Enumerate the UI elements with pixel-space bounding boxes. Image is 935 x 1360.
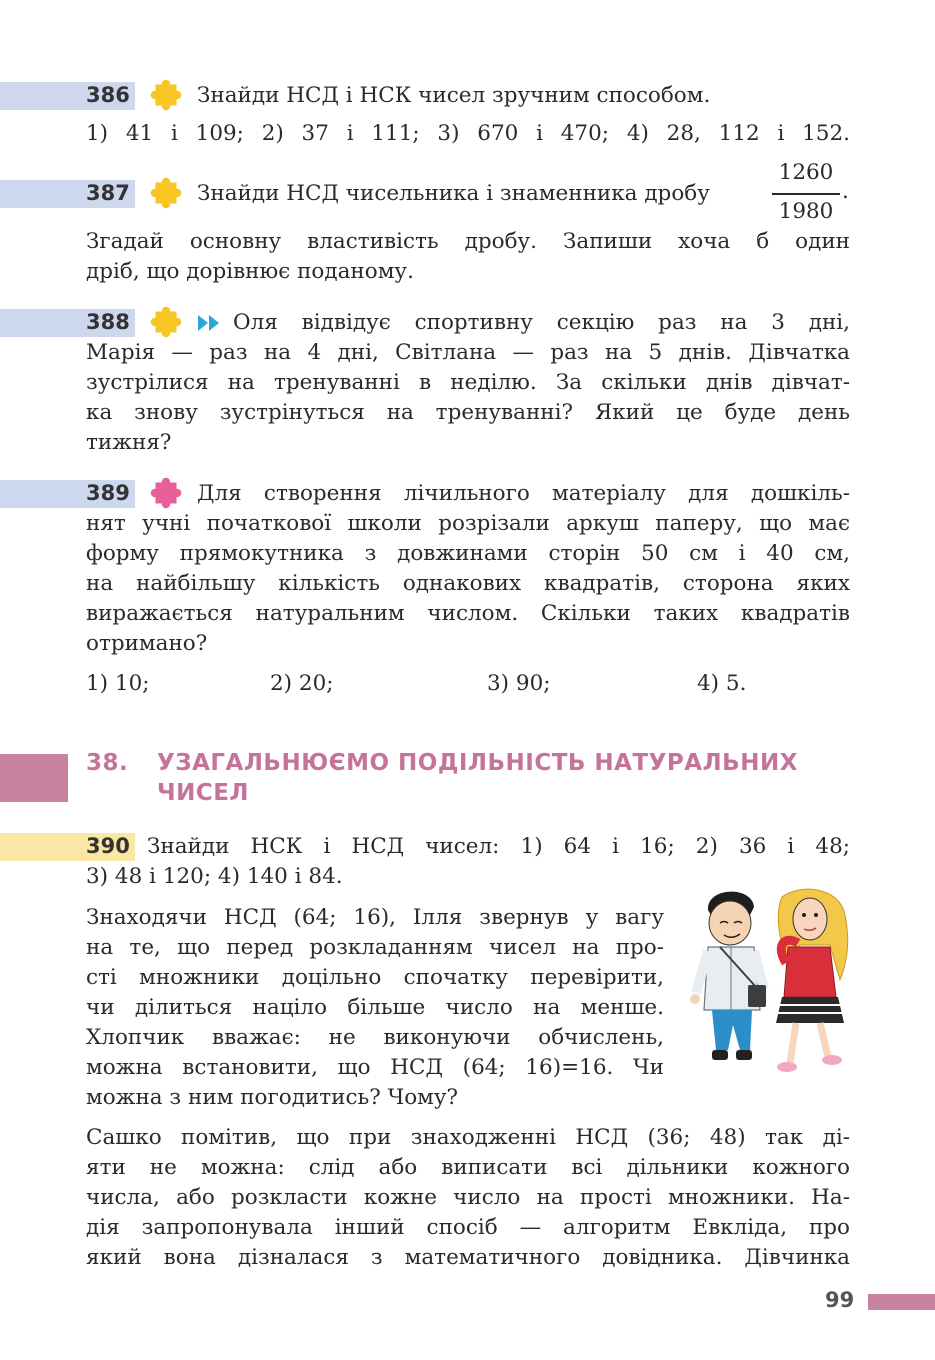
task-text: Знайди НСД чисельника і знаменника дробу bbox=[197, 181, 710, 206]
body-text: можна з ним погодитись? Чому? bbox=[86, 1085, 459, 1110]
body-text: Знаходячи НСД (64; 16), Ілля звернув у вагу bbox=[86, 905, 664, 930]
answer-option: 2) 20; bbox=[270, 671, 334, 696]
fraction-denominator: 1980 bbox=[778, 199, 834, 224]
body-text: яти не можна: слід або виписати всі дільники кожного bbox=[86, 1155, 850, 1180]
task-text: Для створення лічильного матеріалу для дошкіль- bbox=[197, 481, 850, 506]
task-text: тижня? bbox=[86, 430, 172, 455]
task-text: нят учні початкової школи розрізали аркуш паперу, що має bbox=[86, 511, 850, 536]
task-text: виражається натуральним числом. Скільки таких квадратів bbox=[86, 601, 850, 626]
body-text: Хлопчик вважає: не виконуючи обчислень, bbox=[86, 1025, 664, 1050]
task-number: 387 bbox=[86, 181, 130, 205]
task-text: ка знову зустрінуться на тренуванні? Який це буде день bbox=[86, 400, 850, 425]
fraction-line bbox=[772, 193, 840, 195]
task-text: зустрілися на тренуванні в неділю. За скільки днів дівчат- bbox=[86, 370, 850, 395]
task-text: Знайди НСД і НСК чисел зручним способом. bbox=[197, 83, 711, 108]
task-text: дріб, що дорівнює поданому. bbox=[86, 259, 414, 284]
section-marker bbox=[0, 754, 68, 802]
task-text: Знайди НСК і НСД чисел: 1) 64 і 16; 2) 36 і 48; bbox=[147, 834, 850, 859]
task-text: Згадай основну властивість дробу. Запиши хоча б один bbox=[86, 229, 850, 254]
puzzle-icon bbox=[146, 173, 186, 213]
body-text: який вона дізналася з математичного довідника. Дівчинка bbox=[86, 1245, 850, 1270]
answer-option: 3) 90; bbox=[487, 671, 551, 696]
task-text: 3) 48 і 120; 4) 140 і 84. bbox=[86, 864, 343, 889]
body-text: Сашко помітив, що при знаходженні НСД (36; 48) так ді- bbox=[86, 1125, 850, 1150]
puzzle-icon bbox=[146, 302, 186, 342]
body-text: дія запропонувала інший спосіб — алгоритм Евкліда, про bbox=[86, 1215, 850, 1240]
body-text: числа, або розкласти кожне число на прості множники. На- bbox=[86, 1185, 850, 1210]
body-text: сті множники доцільно спочатку перевірити, bbox=[86, 965, 664, 990]
puzzle-icon bbox=[146, 473, 186, 513]
task-text: отримано? bbox=[86, 631, 208, 656]
page-number-bar bbox=[868, 1294, 935, 1310]
children-illustration bbox=[690, 885, 860, 1075]
body-text: на те, що перед розкладанням чисел на про- bbox=[86, 935, 664, 960]
fraction-period: . bbox=[842, 179, 849, 204]
task-number: 389 bbox=[86, 481, 130, 505]
page-number: 99 bbox=[825, 1288, 855, 1312]
task-text: Оля відвідує спортивну секцію раз на 3 дні, bbox=[233, 310, 850, 335]
double-arrow-icon bbox=[197, 314, 221, 332]
section-title: ЧИСЕЛ bbox=[157, 780, 250, 806]
section-title: УЗАГАЛЬНЮЄМО ПОДІЛЬНІСТЬ НАТУРАЛЬНИХ bbox=[157, 750, 798, 776]
task-number: 386 bbox=[86, 83, 130, 107]
answer-option: 4) 5. bbox=[697, 671, 747, 696]
task-number: 390 bbox=[86, 834, 130, 858]
task-text: форму прямокутника з довжинами сторін 50 см і 40 см, bbox=[86, 541, 850, 566]
body-text: чи ділиться націло більше число на менше. bbox=[86, 995, 664, 1020]
task-text: 1) 41 і 109; 2) 37 і 111; 3) 670 і 470; 4) 28, 112 і 152. bbox=[86, 121, 850, 146]
puzzle-icon bbox=[146, 75, 186, 115]
fraction-numerator: 1260 bbox=[778, 160, 834, 185]
body-text: можна встановити, що НСД (64; 16)=16. Чи bbox=[86, 1055, 664, 1080]
task-text: Марія — раз на 4 дні, Світлана — раз на 5 днів. Дівчатка bbox=[86, 340, 850, 365]
task-text: на найбільшу кількість однакових квадратів, сторона яких bbox=[86, 571, 850, 596]
section-number: 38. bbox=[86, 750, 129, 776]
answer-option: 1) 10; bbox=[86, 671, 150, 696]
task-number: 388 bbox=[86, 310, 130, 334]
